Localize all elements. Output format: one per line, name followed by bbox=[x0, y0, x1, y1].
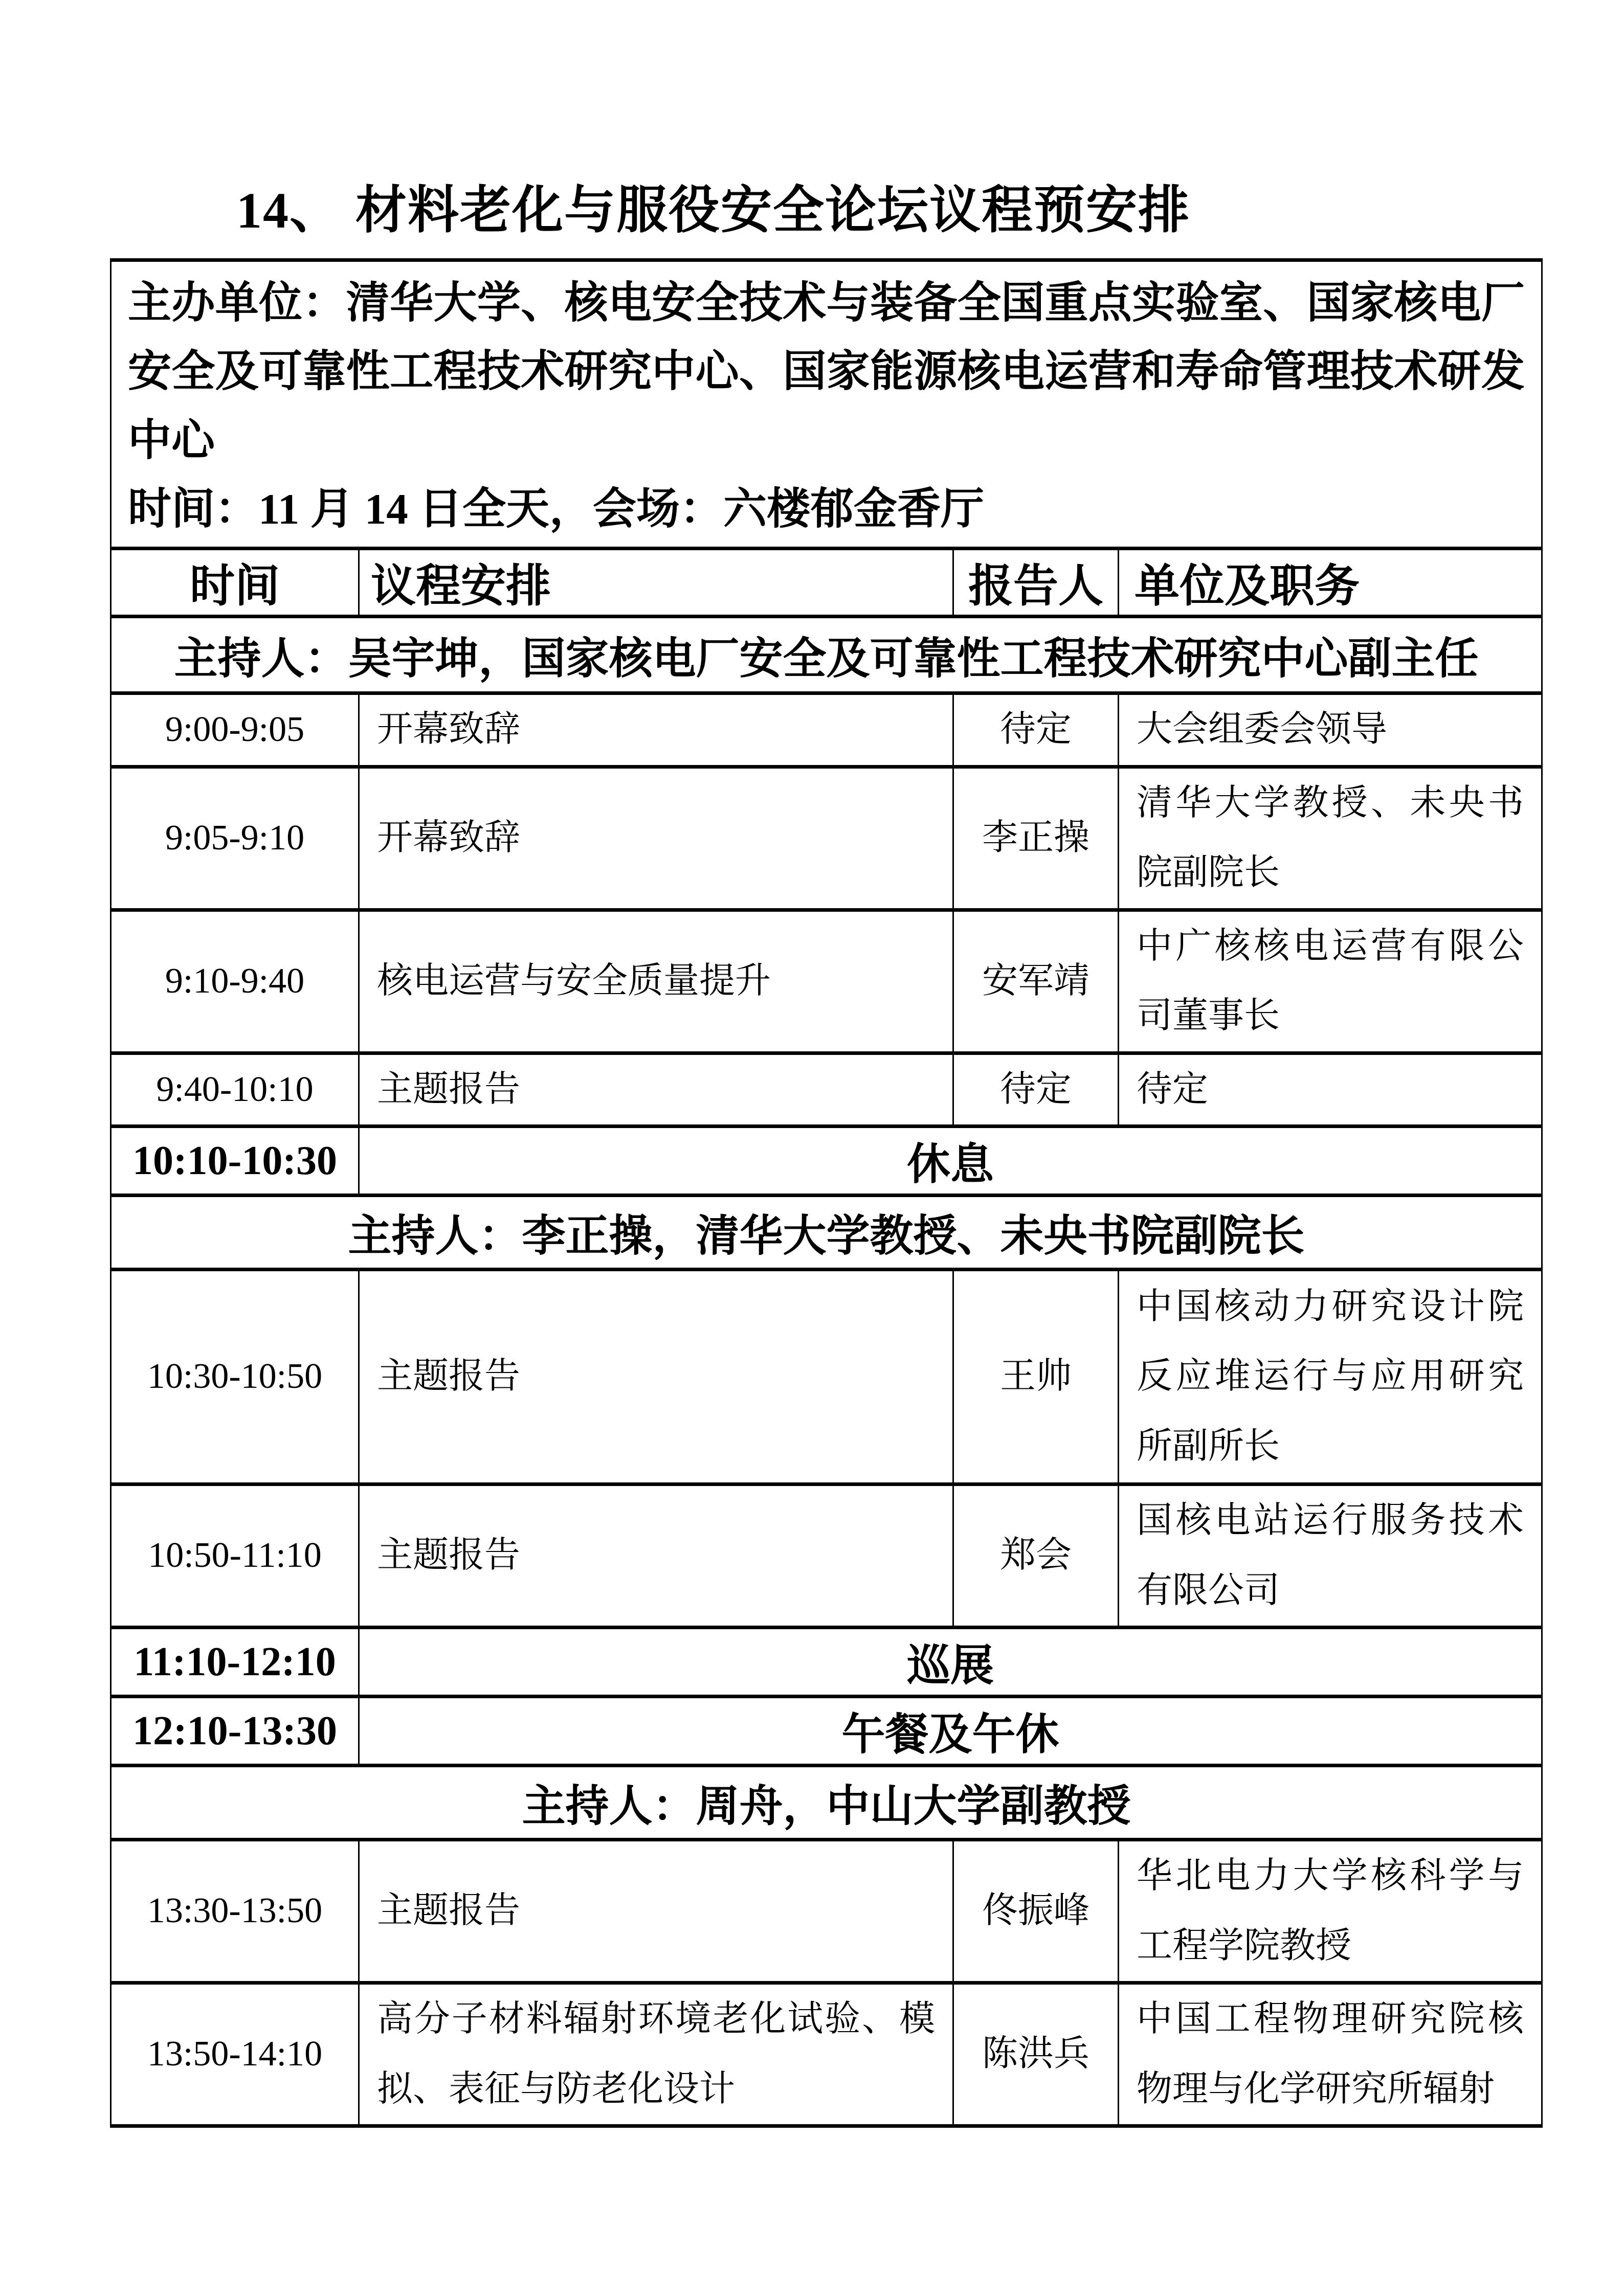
session-affiliation: 国核电站运行服务技术有限公司 bbox=[1119, 1484, 1542, 1628]
table-row bbox=[111, 1840, 1542, 1983]
break-label: 午餐及午休 bbox=[359, 1697, 1542, 1766]
break-label: 休息 bbox=[359, 1127, 1542, 1196]
table-row-info bbox=[111, 260, 1542, 549]
table-row bbox=[111, 767, 1542, 910]
info-cell bbox=[111, 260, 1542, 549]
session-agenda: 核电运营与安全质量提升 bbox=[359, 910, 953, 1053]
session-affiliation: 中国核动力研究设计院反应堆运行与应用研究所副所长 bbox=[1119, 1270, 1542, 1484]
header-speaker: 报告人 bbox=[953, 549, 1119, 617]
session-agenda: 主题报告 bbox=[359, 1840, 953, 1983]
session-speaker: 待定 bbox=[953, 693, 1119, 767]
session-agenda: 主题报告 bbox=[359, 1053, 953, 1127]
chair-1-text: 主持人：吴宇坤，国家核电厂安全及可靠性工程技术研究中心副主任 bbox=[111, 617, 1542, 693]
session-agenda: 开幕致辞 bbox=[359, 767, 953, 910]
time-venue-text: 时间：11 月 14 日全天，会场：六楼郁金香厅 bbox=[128, 485, 985, 533]
session-affiliation: 中国工程物理研究院核物理与化学研究所辐射 bbox=[1119, 1983, 1542, 2126]
session-time: 9:05-9:10 bbox=[111, 767, 359, 910]
session-time: 13:50-14:10 bbox=[111, 1983, 359, 2126]
session-time: 9:10-9:40 bbox=[111, 910, 359, 1053]
table-header-row bbox=[111, 549, 1542, 617]
header-affiliation: 单位及职务 bbox=[1119, 549, 1542, 617]
session-affiliation: 华北电力大学核科学与工程学院教授 bbox=[1119, 1840, 1542, 1983]
table-row-break bbox=[111, 1628, 1542, 1697]
session-time: 13:30-13:50 bbox=[111, 1840, 359, 1983]
session-speaker: 佟振峰 bbox=[953, 1840, 1119, 1983]
session-agenda: 开幕致辞 bbox=[359, 693, 953, 767]
session-speaker: 安军靖 bbox=[953, 910, 1119, 1053]
page-title: 14、 材料老化与服役安全论坛议程预安排 bbox=[236, 182, 1190, 239]
table-row bbox=[111, 1983, 1542, 2126]
break-time: 10:10-10:30 bbox=[111, 1127, 359, 1196]
session-speaker: 郑会 bbox=[953, 1484, 1119, 1628]
session-affiliation: 清华大学教授、未央书院副院长 bbox=[1119, 767, 1542, 910]
session-agenda: 高分子材料辐射环境老化试验、模拟、表征与防老化设计 bbox=[359, 1983, 953, 2126]
table-row bbox=[111, 1484, 1542, 1628]
session-speaker: 李正操 bbox=[953, 767, 1119, 910]
chair-2-text: 主持人：李正操，清华大学教授、未央书院副院长 bbox=[111, 1196, 1542, 1270]
organizer-text: 主办单位：清华大学、核电安全技术与装备全国重点实验室、国家核电厂安全及可靠性工程技术研究中心、国家能源核电运营和寿命管理技术研发中心 bbox=[128, 279, 1525, 465]
session-time: 10:30-10:50 bbox=[111, 1270, 359, 1484]
break-time: 12:10-13:30 bbox=[111, 1697, 359, 1766]
session-time: 9:40-10:10 bbox=[111, 1053, 359, 1127]
session-speaker: 待定 bbox=[953, 1053, 1119, 1127]
session-agenda: 主题报告 bbox=[359, 1270, 953, 1484]
session-time: 10:50-11:10 bbox=[111, 1484, 359, 1628]
session-speaker: 陈洪兵 bbox=[953, 1983, 1119, 2126]
table-row-chair bbox=[111, 1196, 1542, 1270]
session-affiliation: 大会组委会领导 bbox=[1119, 693, 1542, 767]
session-affiliation: 中广核核电运营有限公司董事长 bbox=[1119, 910, 1542, 1053]
agenda-table bbox=[110, 258, 1543, 2128]
table-row-chair bbox=[111, 617, 1542, 693]
table-row bbox=[111, 1053, 1542, 1127]
table-row bbox=[111, 910, 1542, 1053]
table-row-chair bbox=[111, 1766, 1542, 1840]
session-time: 9:00-9:05 bbox=[111, 693, 359, 767]
header-agenda: 议程安排 bbox=[359, 549, 953, 617]
header-time: 时间 bbox=[111, 549, 359, 617]
session-agenda: 主题报告 bbox=[359, 1484, 953, 1628]
table-row-break bbox=[111, 1697, 1542, 1766]
break-label: 巡展 bbox=[359, 1628, 1542, 1697]
table-row bbox=[111, 1270, 1542, 1484]
table-row-break bbox=[111, 1127, 1542, 1196]
session-affiliation: 待定 bbox=[1119, 1053, 1542, 1127]
table-row bbox=[111, 693, 1542, 767]
session-speaker: 王帅 bbox=[953, 1270, 1119, 1484]
chair-3-text: 主持人：周舟，中山大学副教授 bbox=[111, 1766, 1542, 1840]
break-time: 11:10-12:10 bbox=[111, 1628, 359, 1697]
